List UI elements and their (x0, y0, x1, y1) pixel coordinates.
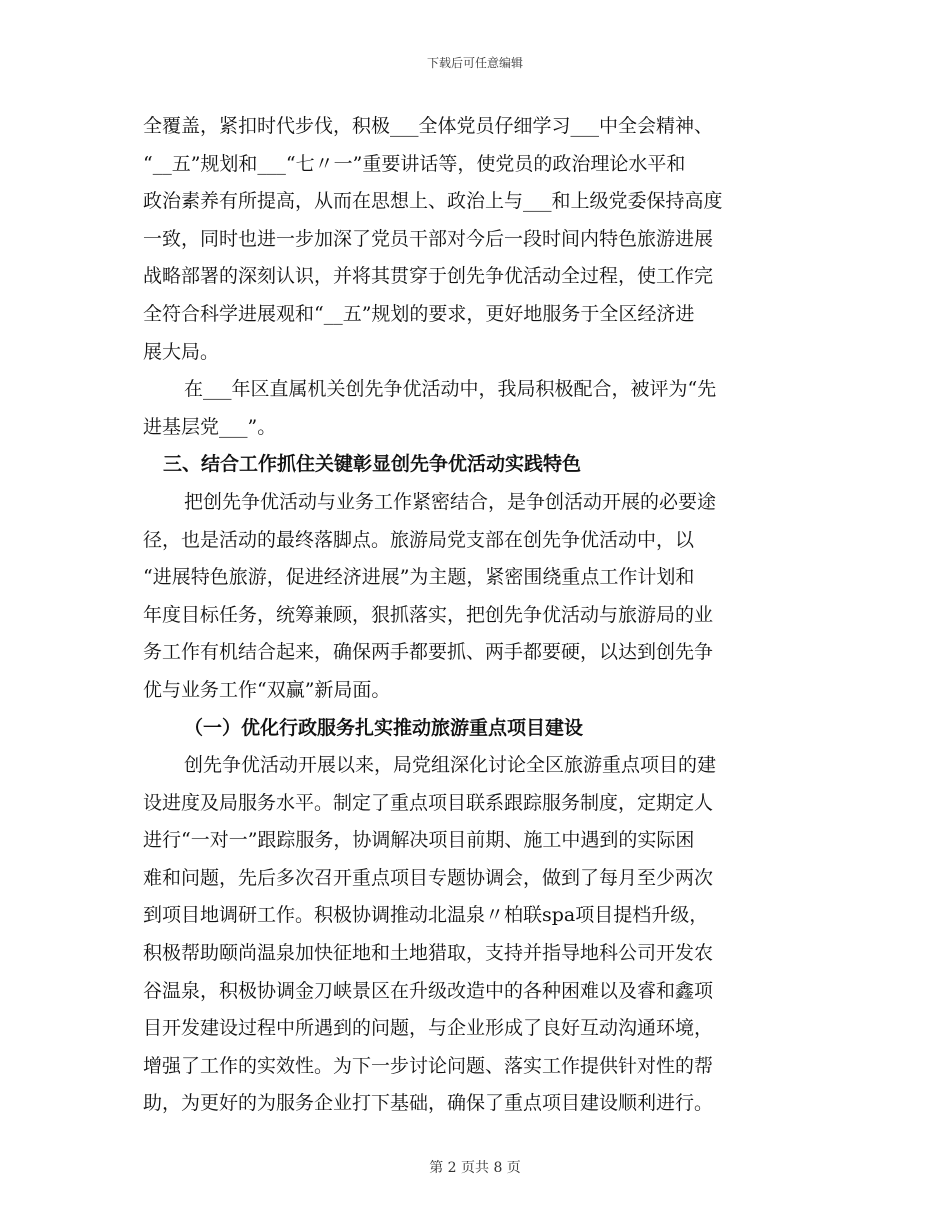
body-line: 难和问题，先后多次召开重点项目专题协调会，做到了每月至少两次 (143, 866, 714, 889)
body-line: 径，也是活动的最终落脚点。旅游局党支部在创先争优活动中，以 (143, 528, 695, 551)
body-line: 谷温泉，积极协调金刀峡景区在升级改造中的各种困难以及睿和鑫项 (143, 979, 714, 1002)
body-line: 展大局。 (143, 340, 220, 363)
body-line: 创先争优活动开展以来，局党组深化讨论全区旅游重点项目的建 (184, 754, 717, 777)
body-line: 在___年区直属机关创先争优活动中，我局积极配合，被评为“先 (184, 378, 717, 401)
body-line: 一致，同时也进一步加深了党员干部对今后一段时间内特色旅游进展 (143, 227, 714, 250)
body-line: 全符合科学进展观和“__五”规划的要求，更好地服务于全区经济进 (143, 302, 695, 325)
body-line: 增强了工作的实效性。为下一步讨论问题、落实工作提供针对性的帮 (143, 1054, 714, 1077)
page-header: 下载后可任意编辑 (426, 56, 523, 70)
body-line: 进基层党___”。 (143, 415, 277, 438)
document-body (143, 108, 811, 1123)
subsection-heading: （一）优化行政服务扎实推动旅游重点项目建设 (184, 716, 584, 739)
body-line: 全覆盖，紧扣时代步伐，积极___全体党员仔细学习___中全会精神、 (143, 115, 714, 137)
body-line: 政治素养有所提高，从而在思想上、政治上与___和上级党委保持高度 (143, 190, 723, 213)
body-line: 战略部署的深刻认识，并将其贯穿于创先争优活动全过程，使工作完 (143, 265, 714, 288)
body-line: 把创先争优活动与业务工作紧密结合，是争创活动开展的必要途 (184, 490, 717, 513)
body-line: 助，为更好的为服务企业打下基础，确保了重点项目建设顺利进行。 (143, 1092, 714, 1115)
body-line: 优与业务工作“双赢”新局面。 (143, 678, 391, 701)
section-heading: 三、结合工作抓住关键彰显创先争优活动实践特色 (163, 453, 582, 476)
body-line: “__五”规划和___“七〃一”重要讲话等，使党员的政治理论水平和 (143, 152, 686, 175)
body-line: 务工作有机结合起来，确保两手都要抓、两手都要硬，以达到创先争 (143, 641, 714, 664)
body-line: 到项目地调研工作。积极协调推动北温泉〃柏联spa项目提档升级， (143, 904, 709, 927)
body-line: “进展特色旅游，促进经济进展”为主题，紧密围绕重点工作计划和 (143, 566, 695, 589)
page-footer: 第 2 页共 8 页 (429, 1160, 521, 1176)
body-line: 积极帮助颐尚温泉加快征地和土地猎取，支持并指导地科公司开发农 (143, 942, 714, 965)
body-line: 进行“一对一”跟踪服务，协调解决项目前期、施工中遇到的实际困 (143, 829, 695, 852)
body-line: 目开发建设过程中所遇到的问题，与企业形成了良好互动沟通环境， (143, 1017, 714, 1040)
body-line: 年度目标任务，统筹兼顾，狠抓落实，把创先争优活动与旅游局的业 (143, 603, 714, 626)
body-line: 设进度及局服务水平。制定了重点项目联系跟踪服务制度，定期定人 (143, 791, 714, 814)
